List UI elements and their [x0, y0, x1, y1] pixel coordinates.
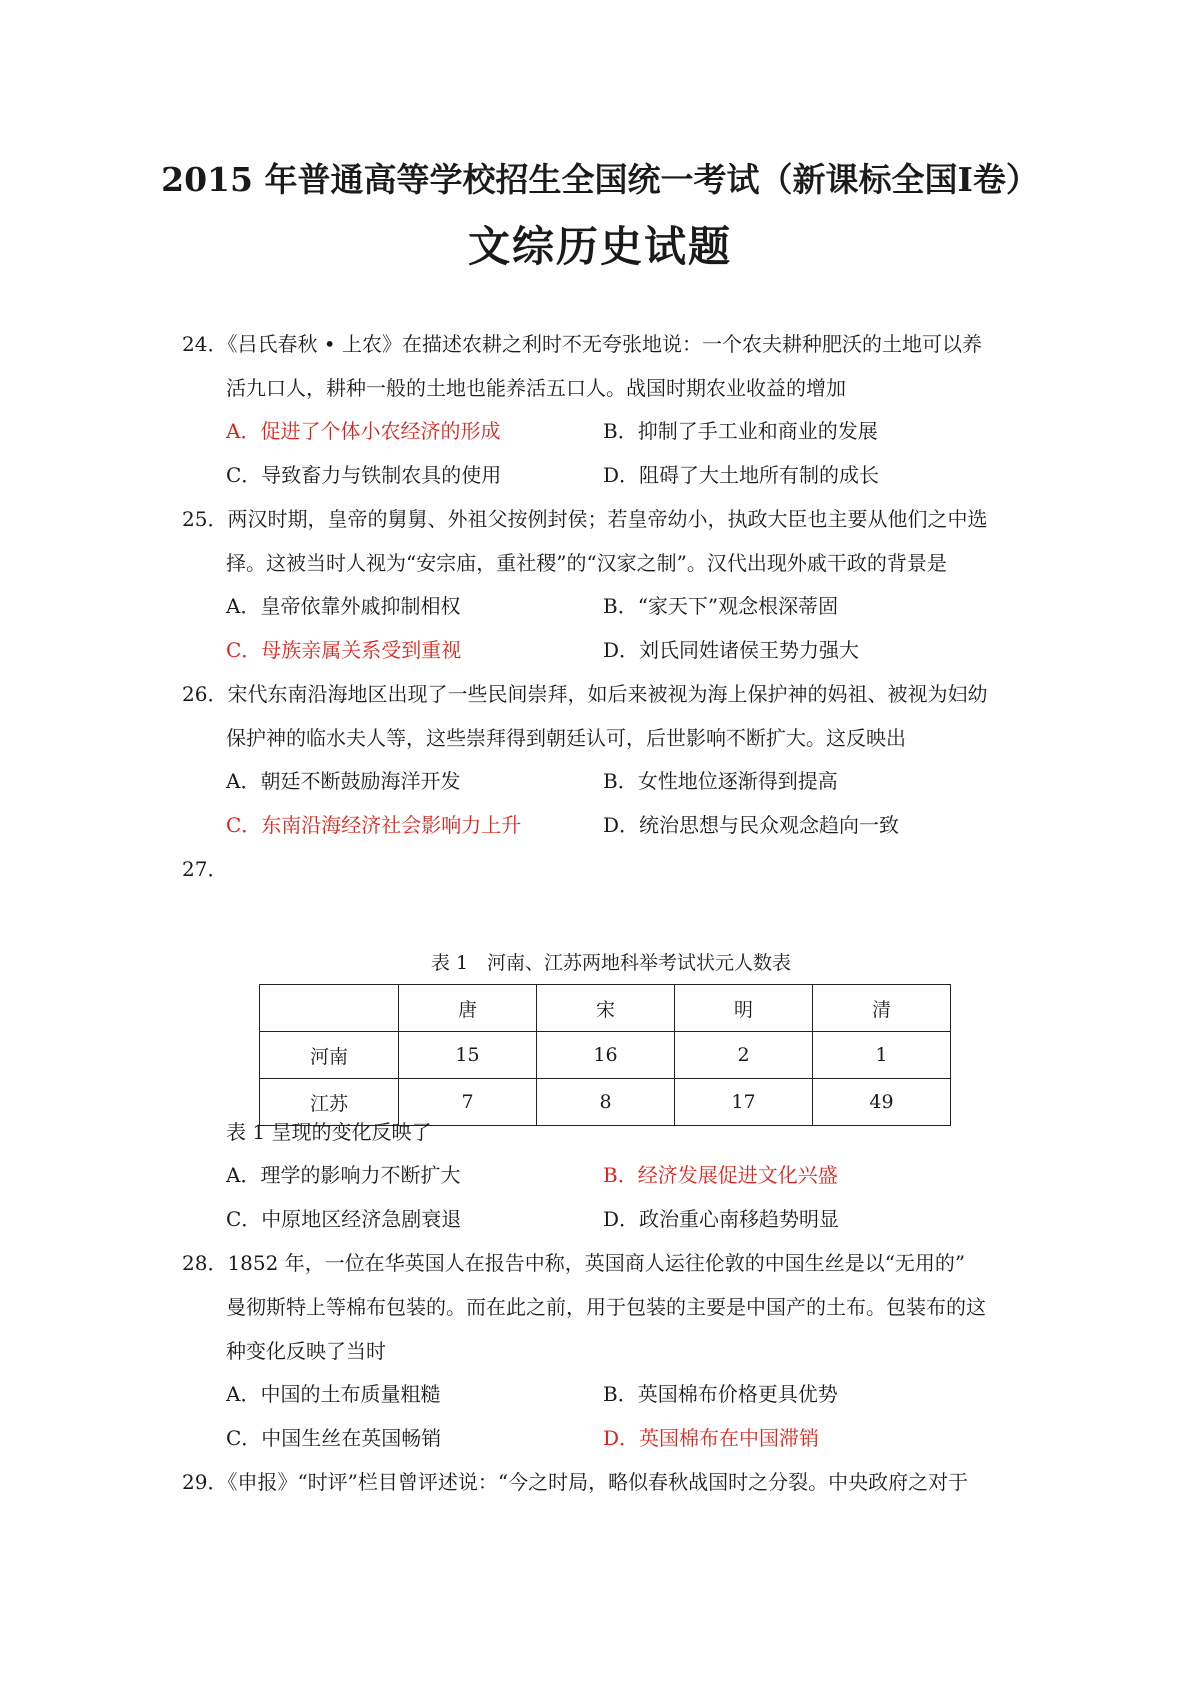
question-27-option-d: D．政治重心南移趋势明显	[603, 1207, 840, 1231]
exam-title: 2015 年普通高等学校招生全国统一考试（新课标全国Ⅰ卷）	[161, 160, 1039, 199]
table-cell: 15	[399, 1032, 537, 1079]
question-28-option-b: B．英国棉布价格更具优势	[603, 1382, 838, 1406]
question-28-option-a: A．中国的土布质量粗糙	[226, 1382, 441, 1406]
question-25-stem: 25．两汉时期，皇帝的舅舅、外祖父按例封侯；若皇帝幼小，执政大臣也主要从他们之中选	[182, 507, 988, 531]
question-24-stem-cont: 活九口人，耕种一般的土地也能养活五口人。战国时期农业收益的增加	[226, 376, 846, 400]
question-24-option-c: C．导致畜力与铁制农具的使用	[226, 463, 502, 487]
table-cell: 49	[813, 1079, 951, 1126]
question-26-stem-cont: 保护神的临水夫人等，这些崇拜得到朝廷认可，后世影响不断扩大。这反映出	[226, 726, 906, 750]
question-27-stem: 表 1 呈现的变化反映了	[226, 1120, 432, 1144]
question-28-option-d: D．英国棉布在中国滞销	[603, 1426, 820, 1450]
table-row	[260, 1032, 951, 1079]
question-26-option-c: C．东南沿海经济社会影响力上升	[226, 813, 522, 837]
question-27-option-b: B．经济发展促进文化兴盛	[603, 1163, 838, 1187]
exam-subtitle: 文综历史试题	[467, 222, 732, 271]
table-cell: 17	[675, 1079, 813, 1126]
question-24-option-a: A．促进了个体小农经济的形成	[226, 419, 501, 443]
table-header-row	[260, 985, 951, 1032]
question-28-stem-cont: 种变化反映了当时	[226, 1339, 386, 1363]
question-28-option-c: C．中国生丝在英国畅销	[226, 1426, 442, 1450]
question-26-stem: 26．宋代东南沿海地区出现了一些民间崇拜，如后来被视为海上保护神的妈祖、被视为妇幼	[182, 682, 988, 706]
question-27-number: 27．	[182, 857, 228, 881]
question-29-stem: 29．《申报》“时评”栏目曾评述说：“今之时局，略似春秋战国时之分裂。中央政府之对于	[182, 1470, 969, 1494]
question-28-stem: 28．1852 年，一位在华英国人在报告中称，英国商人运往伦敦的中国生丝是以“无用的”	[182, 1251, 966, 1275]
table-header-cell: 唐	[399, 985, 537, 1032]
question-25-stem-cont: 择。这被当时人视为“安宗庙，重社稷”的“汉家之制”。汉代出现外戚干政的背景是	[226, 551, 947, 575]
question-24-option-b: B．抑制了手工业和商业的发展	[603, 419, 878, 443]
table-cell: 8	[537, 1079, 675, 1126]
question-26-option-d: D．统治思想与民众观念趋向一致	[603, 813, 900, 837]
table-header-cell: 宋	[537, 985, 675, 1032]
question-24-option-d: D．阻碍了大土地所有制的成长	[603, 463, 880, 487]
question-26-option-a: A．朝廷不断鼓励海洋开发	[226, 769, 461, 793]
table-cell: 16	[537, 1032, 675, 1079]
table-cell: 江苏	[260, 1079, 399, 1126]
table-caption: 表 1 河南、江苏两地科举考试状元人数表	[430, 952, 792, 974]
table-cell: 1	[813, 1032, 951, 1079]
question-27-option-c: C．中原地区经济急剧衰退	[226, 1207, 462, 1231]
table-header-cell	[260, 985, 399, 1032]
table-header-cell: 清	[813, 985, 951, 1032]
table-cell: 7	[399, 1079, 537, 1126]
question-25-option-b: B．“家天下”观念根深蒂固	[603, 594, 839, 618]
question-25-option-c: C．母族亲属关系受到重视	[226, 638, 462, 662]
question-27-option-a: A．理学的影响力不断扩大	[226, 1163, 461, 1187]
question-26-option-b: B．女性地位逐渐得到提高	[603, 769, 838, 793]
table-header-cell: 明	[675, 985, 813, 1032]
zhuangyuan-table	[259, 984, 951, 1126]
question-28-stem-cont: 曼彻斯特上等棉布包装的。而在此之前，用于包装的主要是中国产的土布。包装布的这	[226, 1295, 986, 1319]
table-cell: 河南	[260, 1032, 399, 1079]
question-25-option-a: A．皇帝依靠外戚抑制相权	[226, 594, 461, 618]
table-cell: 2	[675, 1032, 813, 1079]
question-25-option-d: D．刘氏同姓诸侯王势力强大	[603, 638, 860, 662]
question-24-stem: 24．《吕氏春秋 • 上农》在描述农耕之利时不无夸张地说：一个农夫耕种肥沃的土地可以养	[182, 332, 982, 356]
